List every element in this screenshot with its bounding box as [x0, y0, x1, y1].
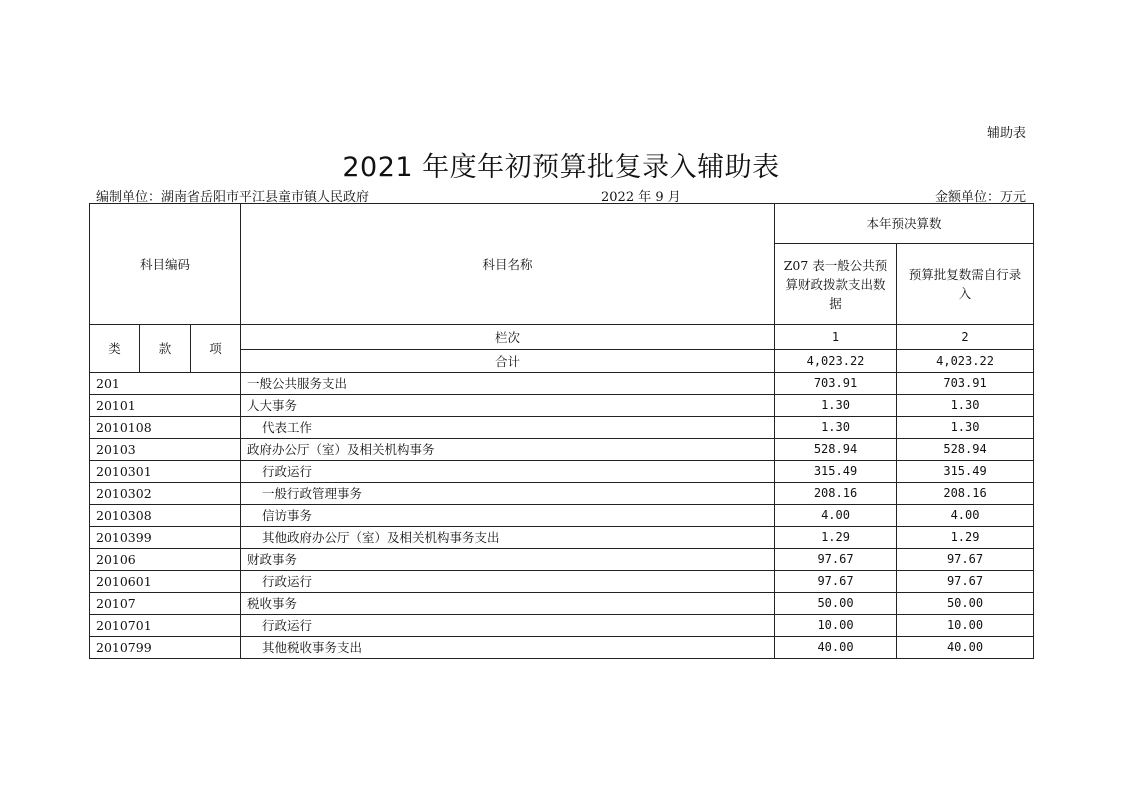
- table-row: [90, 505, 1034, 527]
- lei-header: 类: [90, 325, 140, 373]
- subject-code: 20107: [90, 593, 241, 615]
- subject-code: 20106: [90, 549, 241, 571]
- subject-code: 201: [90, 373, 241, 395]
- subject-code: 20101: [90, 395, 241, 417]
- document-label: 辅助表: [986, 126, 1026, 141]
- col1-header: Z07 表一般公共预算财政拨款支出数据: [775, 244, 897, 325]
- value-col1: 528.94: [775, 439, 897, 461]
- subject-code: 2010302: [90, 483, 241, 505]
- value-col2: 1.30: [897, 417, 1034, 439]
- subject-name: 行政运行: [241, 571, 775, 593]
- value-col1: 40.00: [775, 637, 897, 659]
- subject-code: 2010701: [90, 615, 241, 637]
- total-value-1: 4,023.22: [775, 350, 897, 373]
- kuan-header: 款: [140, 325, 191, 373]
- lanci-2: 2: [897, 325, 1034, 350]
- total-value-2: 4,023.22: [897, 350, 1034, 373]
- subject-name: 其他政府办公厅（室）及相关机构事务支出: [241, 527, 775, 549]
- subject-name: 代表工作: [241, 417, 775, 439]
- value-col2: 315.49: [897, 461, 1034, 483]
- name-header: 科目名称: [241, 204, 775, 325]
- page-title: 2021 年度年初预算批复录入辅助表: [342, 152, 780, 183]
- value-col2: 50.00: [897, 593, 1034, 615]
- subject-name: 一般行政管理事务: [241, 483, 775, 505]
- value-col2: 10.00: [897, 615, 1034, 637]
- subject-name: 信访事务: [241, 505, 775, 527]
- subject-code: 2010399: [90, 527, 241, 549]
- subject-code: 2010799: [90, 637, 241, 659]
- subject-name: 人大事务: [241, 395, 775, 417]
- table-row: [90, 439, 1034, 461]
- value-col2: 4.00: [897, 505, 1034, 527]
- value-col1: 4.00: [775, 505, 897, 527]
- budget-table: [89, 203, 1034, 659]
- col2-header: 预算批复数需自行录入: [897, 244, 1034, 325]
- value-col1: 50.00: [775, 593, 897, 615]
- lanci-1: 1: [775, 325, 897, 350]
- value-col2: 1.29: [897, 527, 1034, 549]
- value-col2: 1.30: [897, 395, 1034, 417]
- value-col1: 10.00: [775, 615, 897, 637]
- lanci-row: [90, 325, 1034, 350]
- value-col2: 703.91: [897, 373, 1034, 395]
- value-col1: 1.30: [775, 395, 897, 417]
- value-col1: 1.30: [775, 417, 897, 439]
- compiling-unit: 编制单位：湖南省岳阳市平江县童市镇人民政府: [96, 190, 370, 205]
- value-col1: 97.67: [775, 549, 897, 571]
- subject-name: 一般公共服务支出: [241, 373, 775, 395]
- value-col1: 208.16: [775, 483, 897, 505]
- report-date: 2022 年 9 月: [601, 190, 681, 205]
- subject-code: 20103: [90, 439, 241, 461]
- table-row: [90, 549, 1034, 571]
- value-col2: 97.67: [897, 549, 1034, 571]
- table-row: [90, 395, 1034, 417]
- value-col2: 40.00: [897, 637, 1034, 659]
- value-col2: 528.94: [897, 439, 1034, 461]
- value-col1: 1.29: [775, 527, 897, 549]
- subject-name: 政府办公厅（室）及相关机构事务: [241, 439, 775, 461]
- subject-code: 2010308: [90, 505, 241, 527]
- subject-name: 财政事务: [241, 549, 775, 571]
- table-row: [90, 615, 1034, 637]
- value-col2: 97.67: [897, 571, 1034, 593]
- value-col1: 315.49: [775, 461, 897, 483]
- table-row: [90, 373, 1034, 395]
- table-row: [90, 527, 1034, 549]
- amount-unit: 金额单位：万元: [934, 190, 1026, 205]
- total-label: 合计: [241, 350, 775, 373]
- subject-name: 行政运行: [241, 461, 775, 483]
- table-row: [90, 571, 1034, 593]
- value-col1: 97.67: [775, 571, 897, 593]
- subject-name: 行政运行: [241, 615, 775, 637]
- lanci-label: 栏次: [241, 325, 775, 350]
- table-row: [90, 593, 1034, 615]
- header-row-1: [90, 204, 1034, 244]
- code-header: 科目编码: [90, 204, 241, 325]
- table-row: [90, 417, 1034, 439]
- subject-code: 2010108: [90, 417, 241, 439]
- value-col1: 703.91: [775, 373, 897, 395]
- value-col2: 208.16: [897, 483, 1034, 505]
- table-row: [90, 483, 1034, 505]
- subject-code: 2010301: [90, 461, 241, 483]
- xiang-header: 项: [191, 325, 241, 373]
- table-row: [90, 637, 1034, 659]
- budget-group-header: 本年预决算数: [775, 204, 1034, 244]
- subject-code: 2010601: [90, 571, 241, 593]
- subject-name: 其他税收事务支出: [241, 637, 775, 659]
- subject-name: 税收事务: [241, 593, 775, 615]
- table-row: [90, 461, 1034, 483]
